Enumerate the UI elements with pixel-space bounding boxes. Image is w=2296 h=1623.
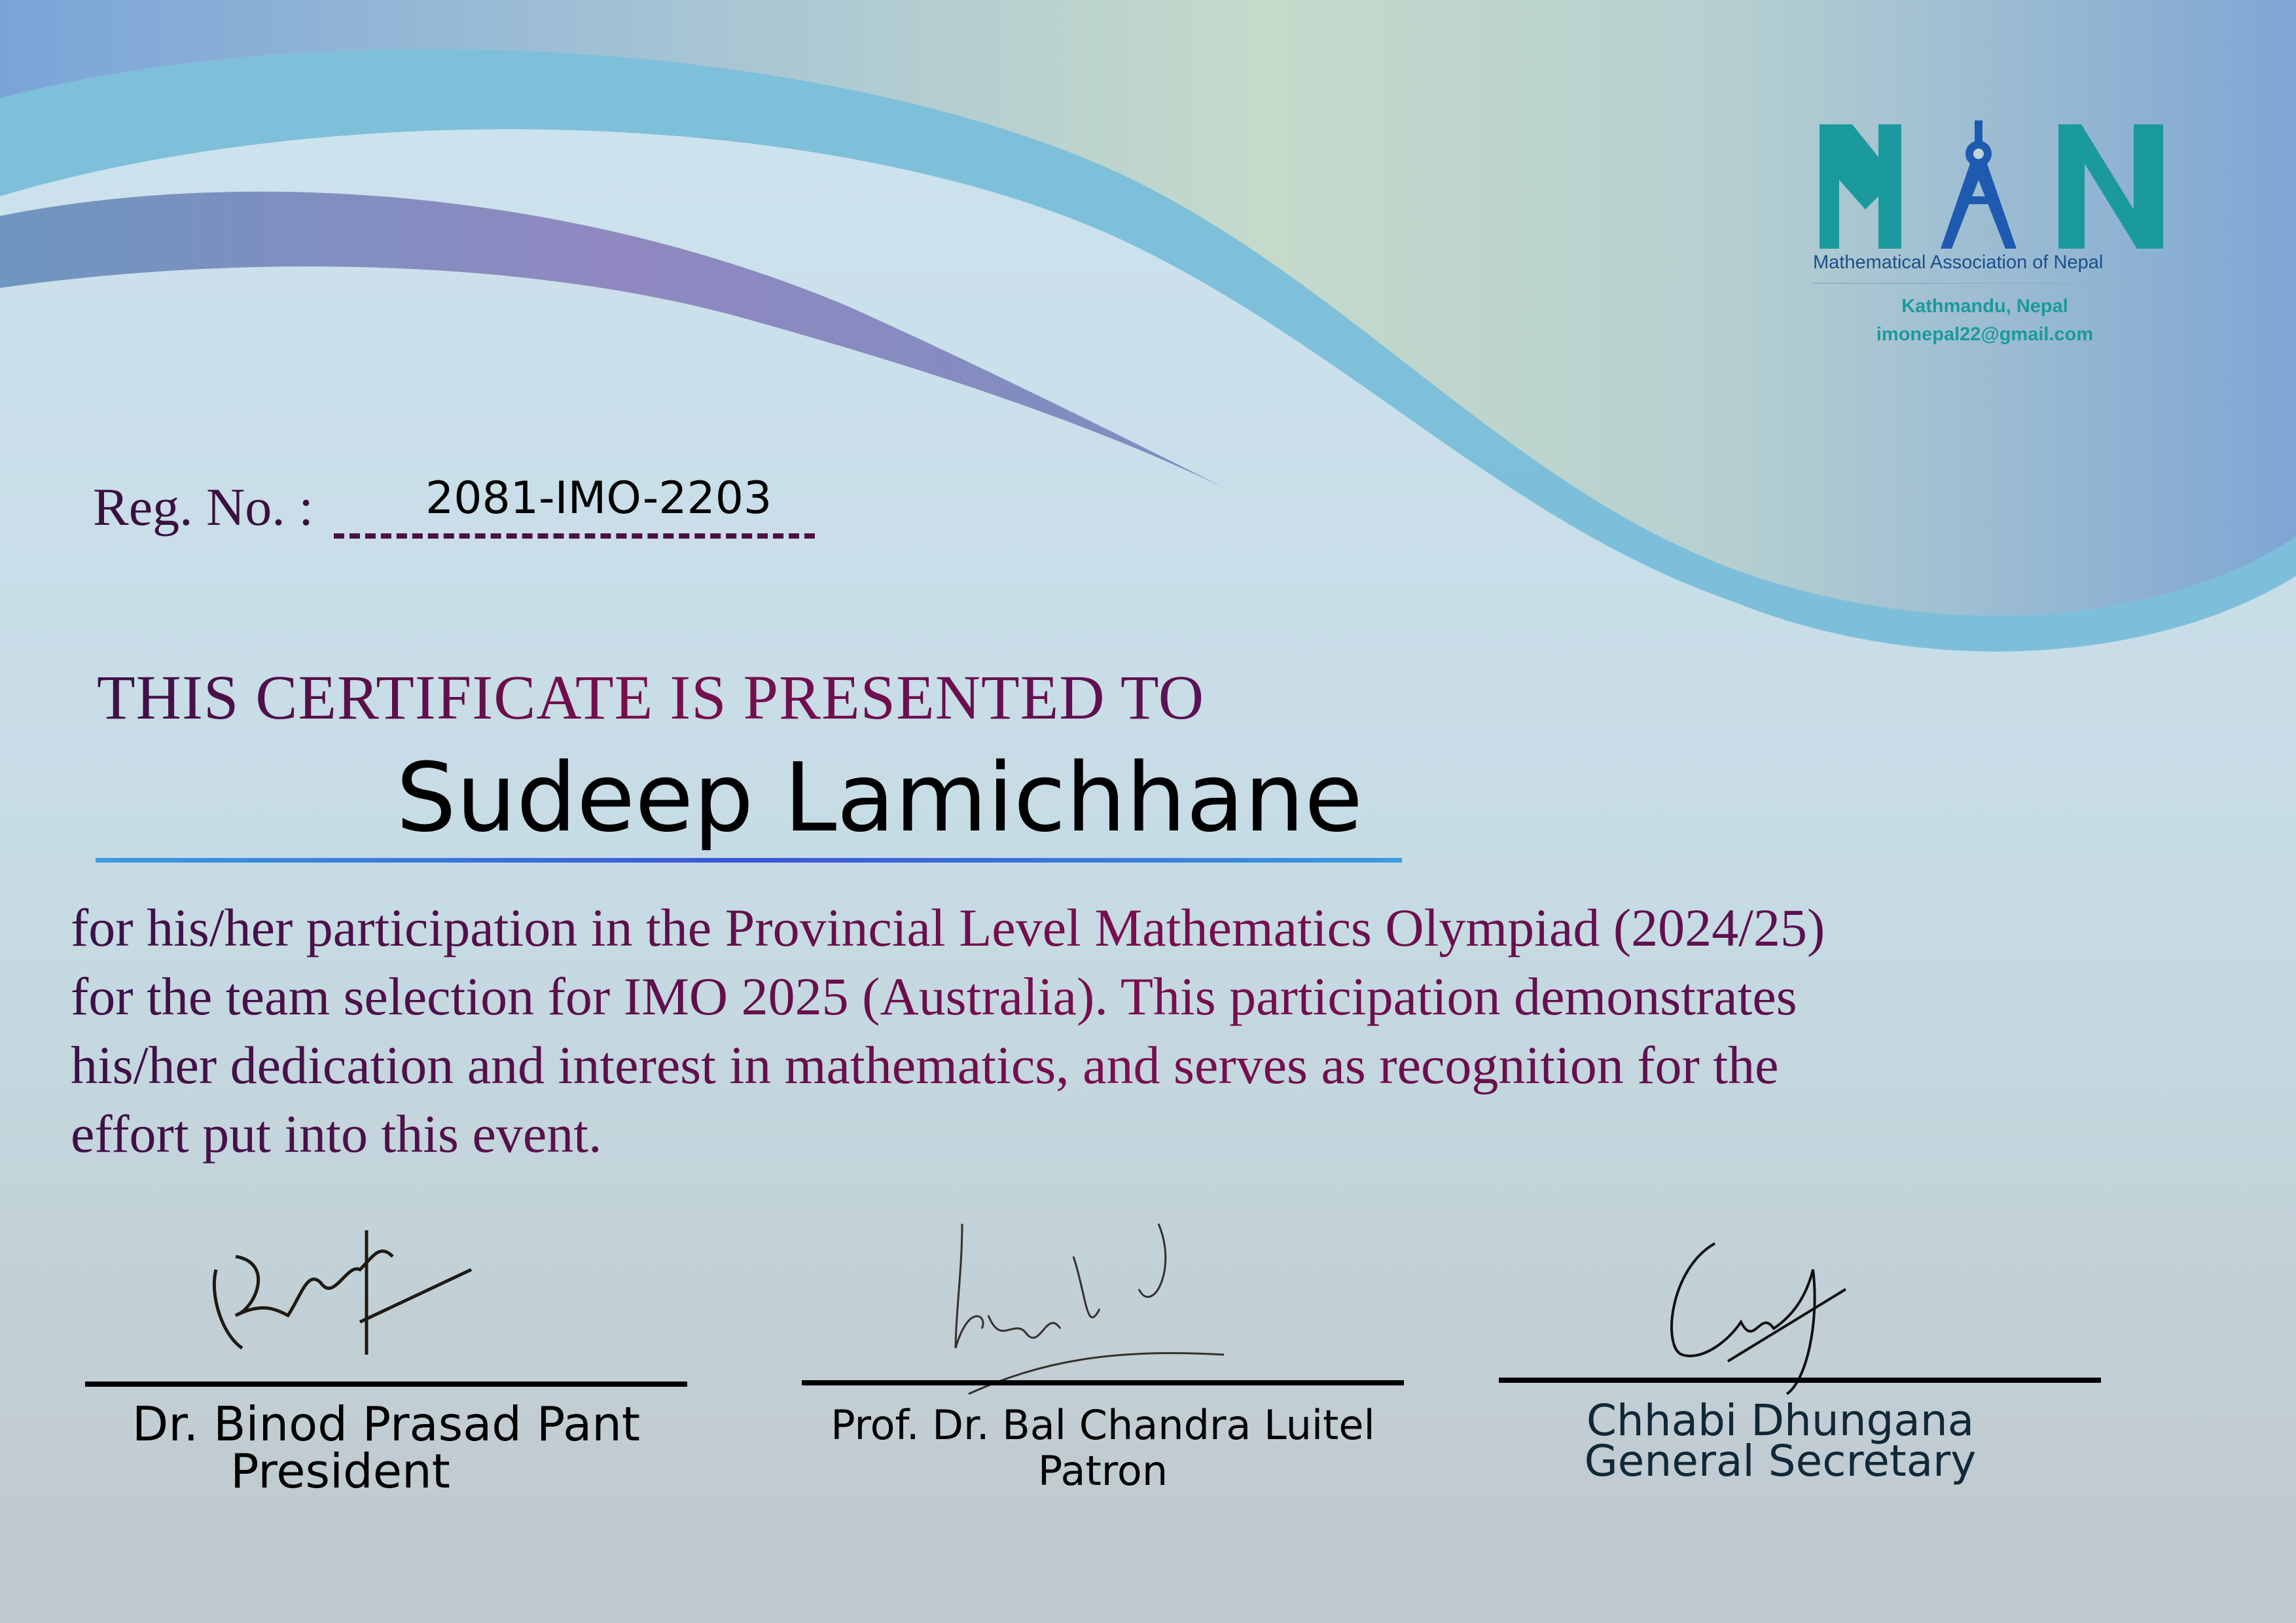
body-line: for the team selection for IMO 2025 (Australia). This participation demonstrates <box>71 967 1797 1026</box>
signature-line-patron <box>802 1380 1404 1385</box>
organization-email: imonepal22@gmail.com <box>1876 324 2094 345</box>
reg-number-line <box>334 533 815 539</box>
recipient-underline <box>96 858 1402 863</box>
signature-line-president <box>85 1382 687 1387</box>
reg-number-value: 2081-IMO-2203 <box>425 473 772 524</box>
signatory-name: Chhabi Dhungana <box>1586 1395 1975 1446</box>
reg-number-label: Reg. No. : <box>93 477 314 537</box>
signature-secretary-icon <box>1643 1230 1918 1400</box>
organization-full-name: Mathematical Association of Nepal <box>1813 252 2104 273</box>
signature-patron-icon <box>942 1217 1244 1400</box>
recipient-name: Sudeep Lamichhane <box>396 743 1363 853</box>
signatory-patron <box>802 1402 1404 1494</box>
certificate-body <box>71 893 2178 1168</box>
signatory-title: President <box>230 1444 450 1499</box>
body-line: for his/her participation in the Provincial Level Mathematics Olympiad (2024/25) <box>71 898 1825 957</box>
organization-logo <box>1813 118 2179 346</box>
organization-location: Kathmandu, Nepal <box>1901 296 2068 317</box>
certificate-heading: THIS CERTIFICATE IS PRESENTED TO <box>97 662 1205 732</box>
signature-line-secretary <box>1499 1378 2101 1383</box>
signature-president-icon <box>196 1230 484 1387</box>
signatory-title: General Secretary <box>1584 1436 1977 1486</box>
signatory-secretary <box>1499 1395 2062 1486</box>
man-logo-icon <box>1813 118 2166 249</box>
signatory-name: Dr. Binod Prasad Pant <box>132 1397 641 1452</box>
signatory-president <box>85 1397 687 1499</box>
body-line: effort put into this event. <box>71 1104 602 1164</box>
signatory-title: Patron <box>1037 1447 1168 1495</box>
logo-divider <box>1813 283 2157 284</box>
signatory-name: Prof. Dr. Bal Chandra Luitel <box>831 1401 1375 1449</box>
body-line: his/her dedication and interest in mathematics, and serves as recognition for the <box>71 1035 1779 1095</box>
